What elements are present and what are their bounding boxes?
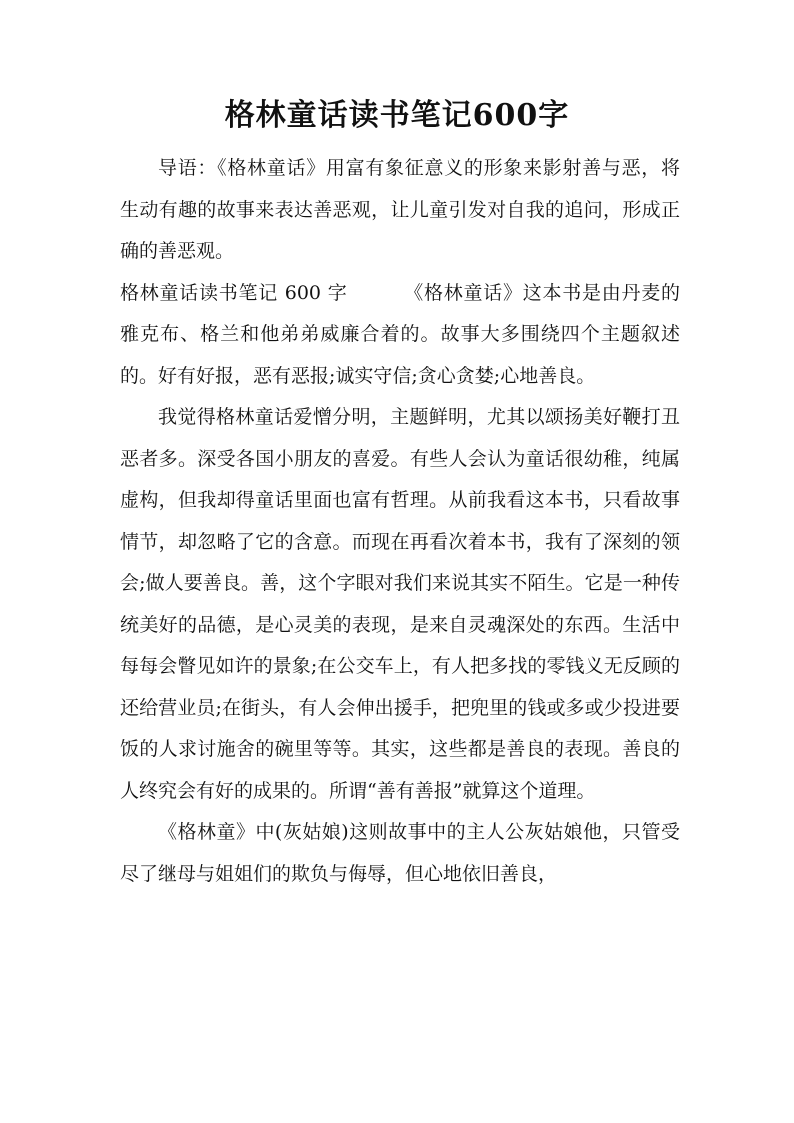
- intro-paragraph: 导语：《格林童话》用富有象征意义的形象来影射善与恶，将生动有趣的故事来表达善恶观，让儿童引发对自我的追问，形成正确的善恶观。: [120, 157, 680, 262]
- body-paragraph-2: 我觉得格林童话爱憎分明，主题鲜明，尤其以颂扬美好鞭打丑恶者多。深受各国小朋友的喜爱。有些人会认为童话很幼稚，纯属虚构，但我却得童话里面也富有哲理。从前我看这本书，只看故事情节，却忽略了它的含意。而现在再看次着本书，我有了深刻的领会;做人要善良。善，这个字眼对我们来说其实不陌生。它是一种传统美好的品德，是心灵美的表现，是来自灵魂深处的东西。生活中每每会瞥见如许的景象;在公交车上，有人把多找的零钱义无反顾的还给营业员;在街头，有人会伸出援手，把兜里的钱或多或少投进要饭的人求讨施舍的碗里等等。其实，这些都是善良的表现。善良的人终究会有好的成果的。所谓“善有善报”就算这个道理。: [120, 406, 680, 802]
- body-paragraph-3: 《格林童》中(灰姑娘)这则故事中的主人公灰姑娘他，只管受尽了继母与姐姐们的欺负与侮辱，但心地依旧善良，: [120, 821, 680, 885]
- section-paragraph: [120, 273, 680, 398]
- section-heading: 格林童话读书笔记 600 字: [120, 281, 348, 304]
- document-body: [120, 148, 680, 895]
- section-intro: 《格林童话》这本书是由丹麦的雅克布、格兰和他弟弟威廉合着的。故事大多围绕四个主题叙述的。好有好报，恶有恶报;诚实守信;贪心贪婪;心地善良。: [120, 281, 680, 387]
- page-title: 格林童话读书笔记600字: [224, 98, 570, 133]
